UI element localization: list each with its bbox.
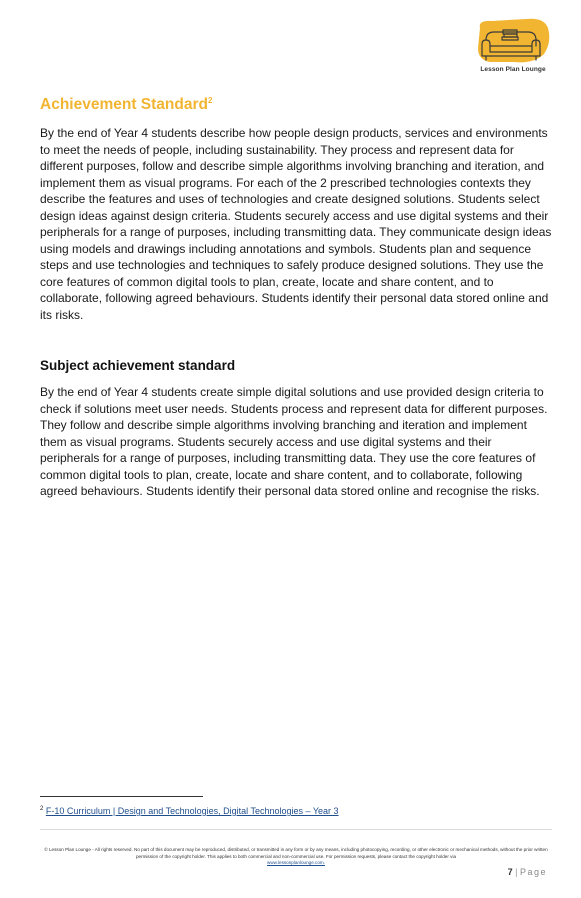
achievement-standard-heading — [40, 96, 212, 114]
heading-text: Achievement Standard — [40, 96, 208, 114]
page-separator: | — [515, 867, 518, 877]
subject-achievement-heading: Subject achievement standard — [40, 358, 236, 373]
page-label: Page — [519, 867, 547, 877]
copyright-notice — [40, 847, 552, 867]
footnote — [40, 806, 339, 816]
footnote-divider — [40, 796, 203, 797]
subject-achievement-paragraph: By the end of Year 4 students create simple digital solutions and use provided design criteria to check if solutions meet user needs. Students process and represent data for different purposes. They follow and describe simple algorithms involving branching and iteration and implement them as visual programs. Students securely access and use digital systems and their peripherals for a range of purposes, including transmitting data. They use the core features of common digital tools to plan, create, locate and share content, and to collaborate, following agreed behaviours. Students identify their personal data stored online and recognise the risks. — [40, 385, 548, 498]
footer-divider — [40, 829, 552, 830]
page-number-value: 7 — [507, 867, 513, 877]
achievement-standard-paragraph: By the end of Year 4 students describe how people design products, services and environments to meet the needs of people, including sustainability. They process and represent data for different purposes, follow and describe simple algorithms involving branching and iteration, and implement them as visual programs. For each of the 2 prescribed technologies contexts they describe the features and uses of technologies and create designed solutions. Students select design ideas against design criteria. Students securely access and use digital systems and their peripherals for a range of purposes, including transmitting data. They communicate design ideas using models and drawings including annotations and symbols. Students plan and sequence steps and use technologies and techniques to safely produce designed solutions. They use the core features of common digital tools to plan, create, locate and share content, and to collaborate, following agreed behaviours. Students identify their personal data stored online and its risks. — [40, 126, 552, 322]
page-number — [508, 867, 547, 877]
sofa-with-books-icon — [474, 18, 552, 66]
copyright-text: © Lesson Plan Lounge - All rights reserved. No part of this document may be reproduced, distributed, or transmitted in any form or by any means, including photocopying, recording, or other electronic or mechanical methods, without the prior written permission of the copyright holder. This applies to both commercial and non-commercial use. For permission requests, please contact the copyright holder via — [44, 847, 548, 859]
website-link[interactable]: www.lessonplanlounge.com. — [267, 860, 325, 865]
footnote-number: 2 — [40, 806, 44, 812]
brand-name: Lesson Plan Lounge — [480, 66, 546, 73]
brand-logo — [474, 18, 552, 80]
curriculum-link[interactable]: F-10 Curriculum | Design and Technologies, Digital Technologies – Year 3 — [45, 806, 339, 816]
footnote-ref[interactable]: 2 — [207, 96, 213, 105]
